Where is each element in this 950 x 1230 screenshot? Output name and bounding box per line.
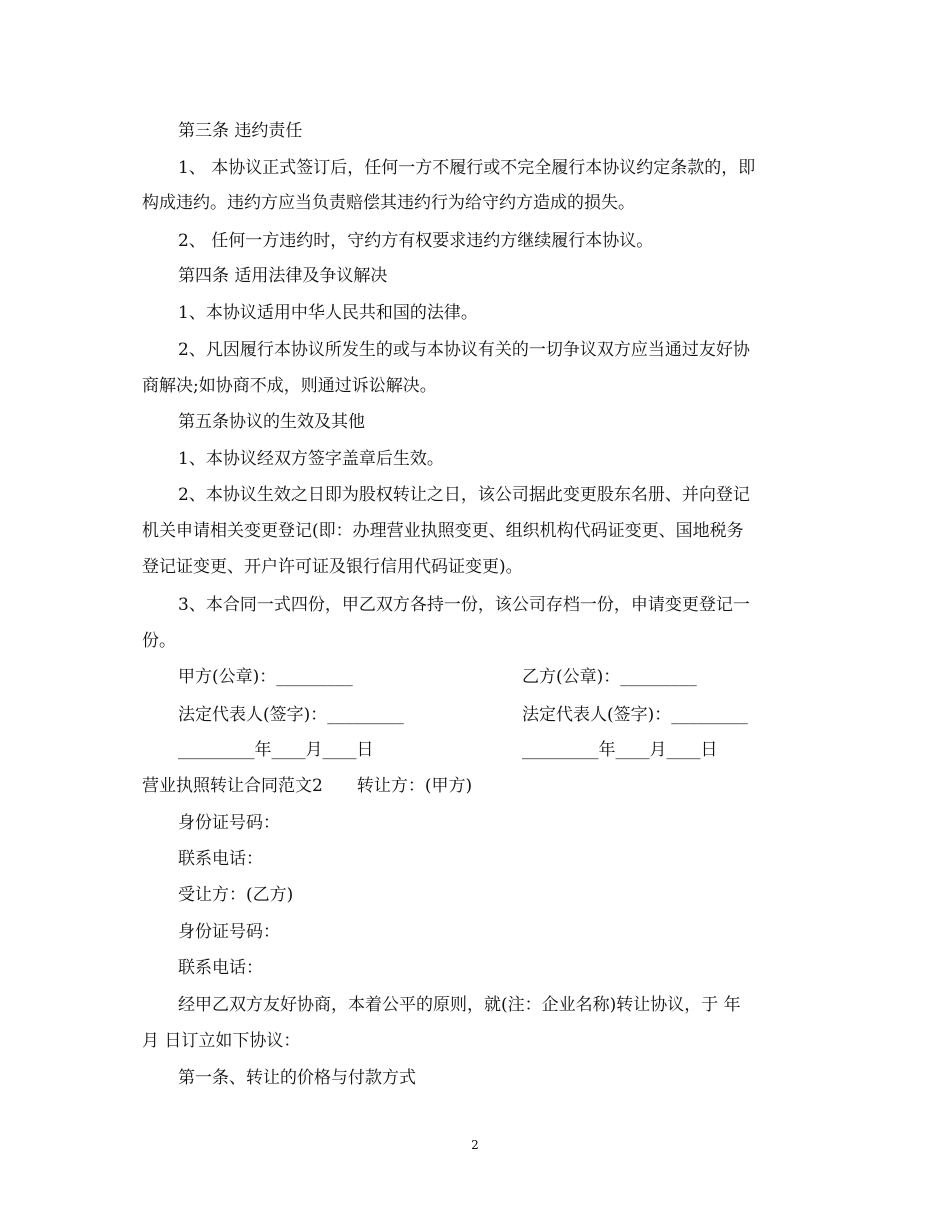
article-3-clause-2: 2、 任何一方违约时，守约方有权要求违约方继续履行本协议。 bbox=[178, 231, 654, 251]
party-a-representative-field: 法定代表人(签字)：_________ bbox=[178, 705, 404, 725]
transferor-phone: 联系电话： bbox=[178, 849, 263, 869]
article-5-clause-3-line-2: 份。 bbox=[142, 631, 176, 651]
transferee-label: 受让方：(乙方) bbox=[178, 885, 294, 905]
transferor-id-number: 身份证号码： bbox=[178, 813, 280, 833]
article-5-heading: 第五条协议的生效及其他 bbox=[178, 412, 365, 432]
article-3-clause-1-line-2: 构成违约。违约方应当负责赔偿其违约行为给守约方造成的损失。 bbox=[142, 193, 635, 213]
agreement-preamble-line-1: 经甲乙双方友好协商，本着公平的原则，就(注：企业名称)转让协议，于 年 bbox=[178, 995, 741, 1015]
page-number: 2 bbox=[471, 1138, 479, 1152]
article-1-heading: 第一条、转让的价格与付款方式 bbox=[178, 1068, 416, 1088]
agreement-preamble-line-2: 月 日订立如下协议： bbox=[142, 1031, 301, 1051]
article-3-clause-1-line-1: 1、 本协议正式签订后，任何一方不履行或不完全履行本协议约定条款的，即 bbox=[178, 158, 756, 178]
transferee-id-number: 身份证号码： bbox=[178, 922, 280, 942]
article-4-clause-2-line-2: 商解决;如协商不成，则通过诉讼解决。 bbox=[142, 376, 437, 396]
article-4-heading: 第四条 适用法律及争议解决 bbox=[178, 266, 388, 286]
article-4-clause-2-line-1: 2、凡因履行本协议所发生的或与本协议有关的一切争议双方应当通过友好协 bbox=[178, 340, 750, 360]
party-b-date-field: _________年____月____日 bbox=[522, 740, 718, 760]
article-5-clause-2-line-1: 2、本协议生效之日即为股权转让之日，该公司据此变更股东名册、并向登记 bbox=[178, 485, 750, 505]
article-3-heading: 第三条 违约责任 bbox=[178, 121, 303, 141]
article-5-clause-1: 1、本协议经双方签字盖章后生效。 bbox=[178, 449, 444, 469]
article-5-clause-2-line-2: 机关申请相关变更登记(即：办理营业执照变更、组织机构代码证变更、国地税务 bbox=[142, 521, 744, 541]
party-a-seal-field: 甲方(公章)：_________ bbox=[178, 667, 353, 687]
transferee-phone: 联系电话： bbox=[178, 958, 263, 978]
template-2-title-and-transferor: 营业执照转让合同范文2 转让方：(甲方) bbox=[142, 776, 473, 796]
party-b-seal-field: 乙方(公章)：_________ bbox=[522, 667, 697, 687]
party-b-representative-field: 法定代表人(签字)：_________ bbox=[522, 705, 748, 725]
article-5-clause-2-line-3: 登记证变更、开户许可证及银行信用代码证变更)。 bbox=[142, 557, 523, 577]
party-a-date-field: _________年____月____日 bbox=[178, 740, 374, 760]
article-5-clause-3-line-1: 3、本合同一式四份，甲乙双方各持一份，该公司存档一份，申请变更登记一 bbox=[178, 595, 750, 615]
article-4-clause-1: 1、本协议适用中华人民共和国的法律。 bbox=[178, 303, 478, 323]
